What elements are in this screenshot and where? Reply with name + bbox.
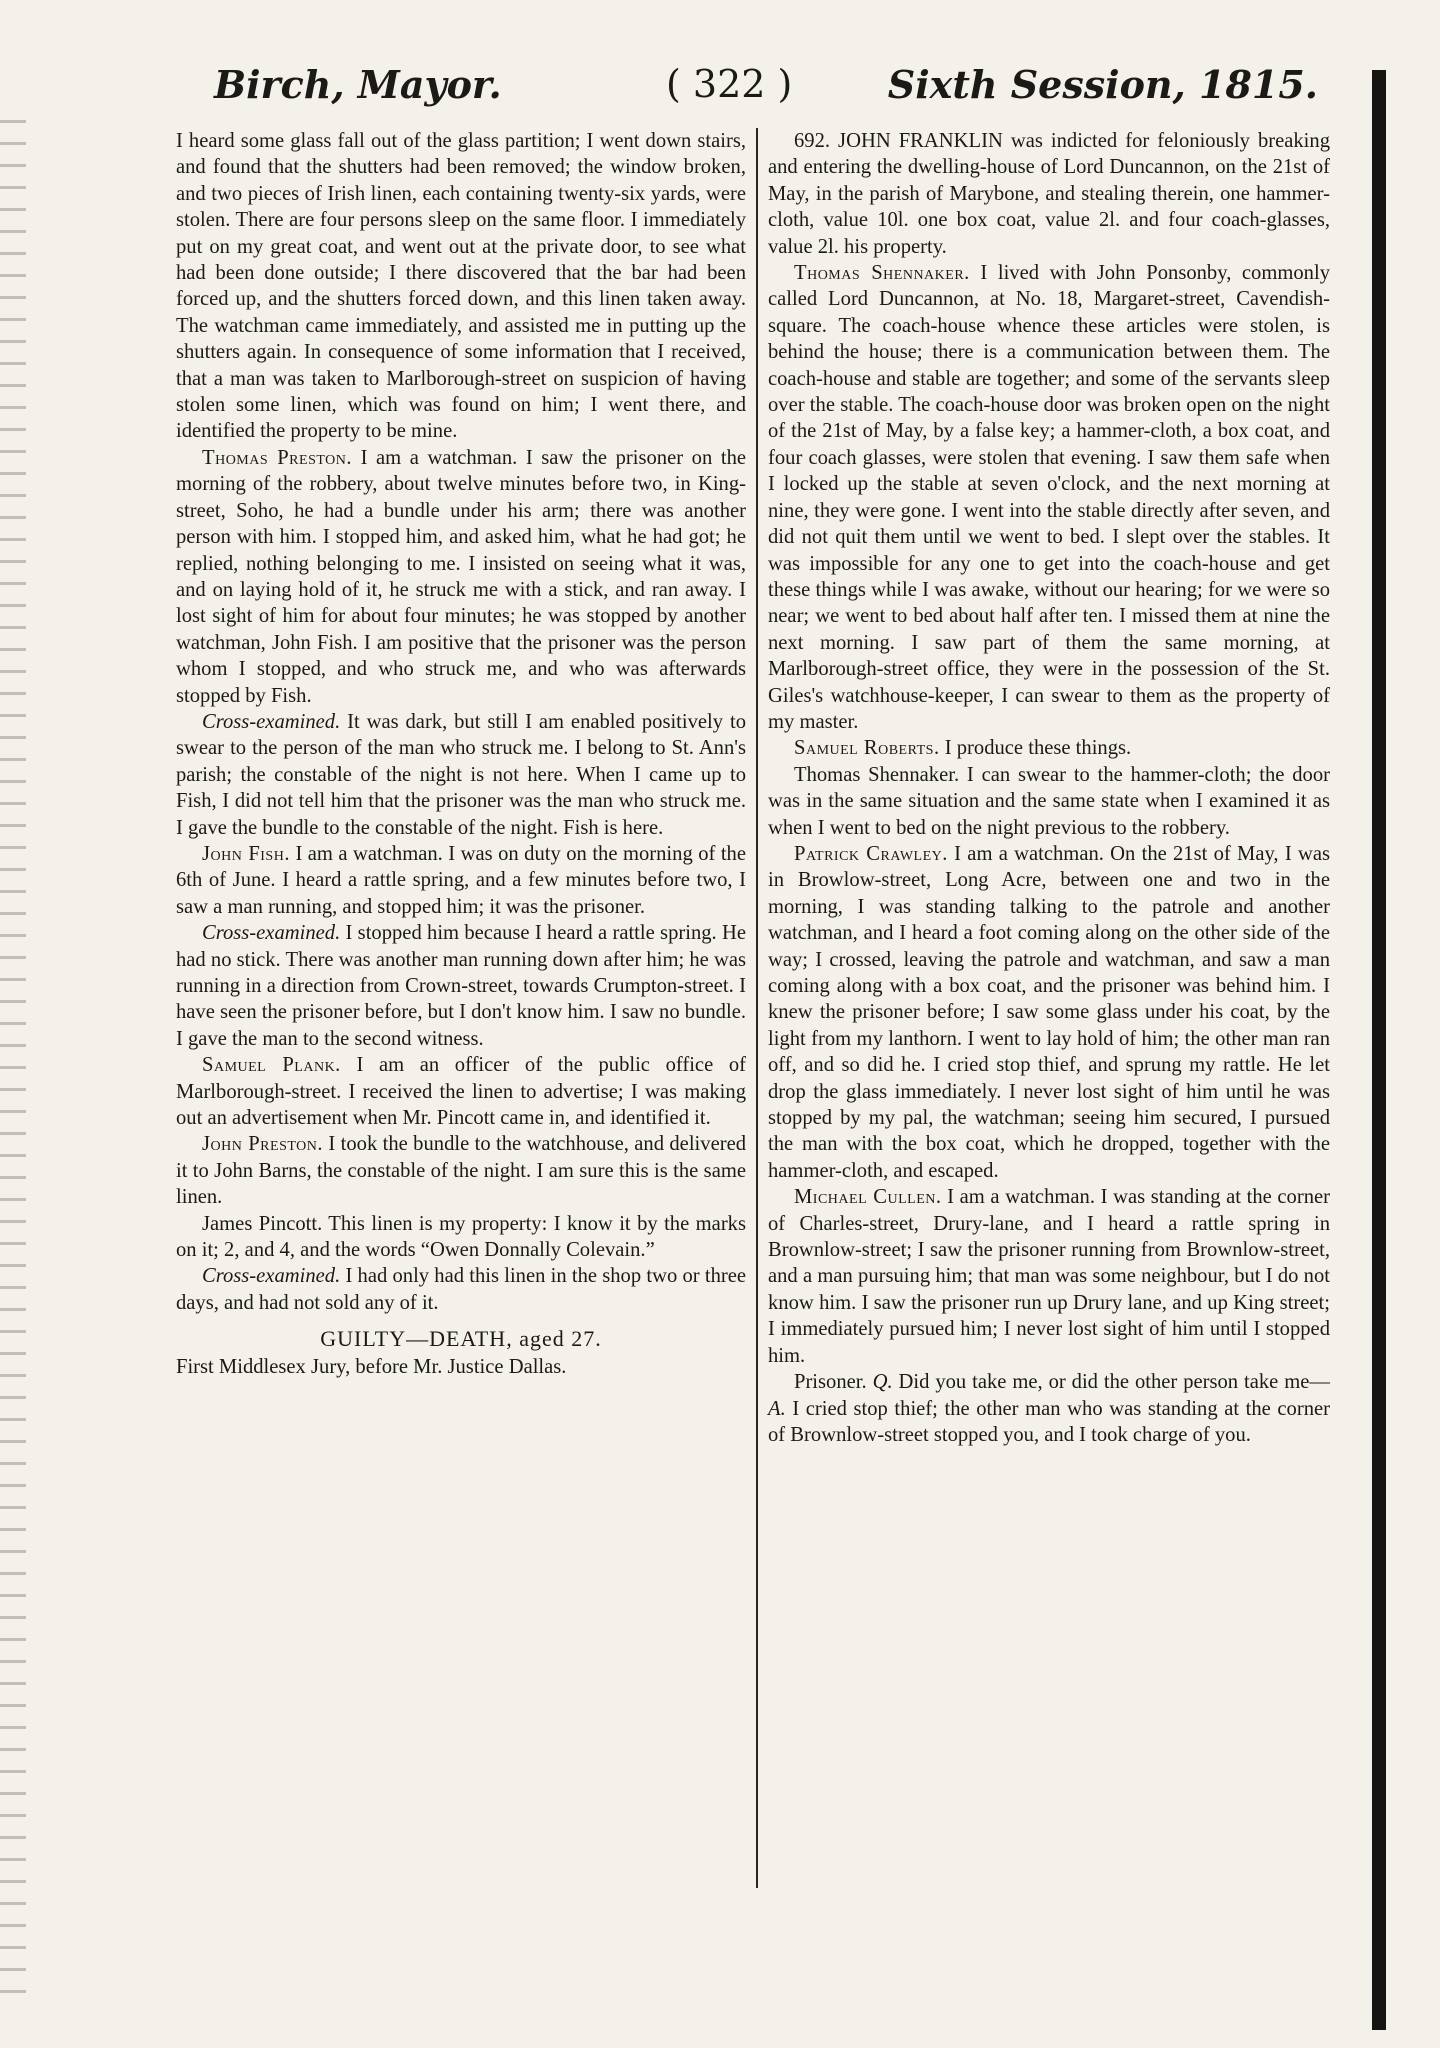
testimony-text: I am a watchman. I saw the prisoner on the morning of the robbery, about twelve minutes before two, in King-street, Soho, he had a bundle under his arm; there was another person with him. I stopped him, and asked him, what he had got; he replied, nothing belonging to me. I insisted on seeing what it was, and on laying hold of it, he struck me with a stick, and ran away. I lost sight of him for about four minutes; he was stopped by another watchman, John Fish. I am positive that the prisoner was the person whom I stopped, and who struck me, and who was afterwards stopped by Fish. (176, 446, 747, 707)
verdict (176, 1326, 746, 1353)
header-right: Sixth Session, 1815. (887, 62, 1318, 107)
paragraph (176, 1263, 746, 1316)
cross-examined-label: Cross-examined. (202, 922, 341, 945)
paragraph (768, 1369, 1330, 1448)
speaker-name: Samuel Roberts. (794, 737, 940, 760)
answer-text: I cried stop thief; the other man who was standing at the corner of Brownlow-street stopped you, and I took charge of you. (768, 1397, 1330, 1446)
question-label: Q. (872, 1371, 893, 1394)
paragraph: Thomas Shennaker. I can swear to the hammer-cloth; the door was in the same situation and the same state when I examined it as when I went to bed on the night previous to the robbery. (768, 763, 1330, 839)
verdict-text: GUILTY—DEATH, aged 27. (320, 1326, 602, 1352)
jury-line: First Middlesex Jury, before Mr. Justice Dallas. (176, 1355, 567, 1378)
testimony-text: I am a watchman. I was on duty on the morning of the 6th of June. I heard a rattle spring, and a few minutes before two, I saw a man running, and stopped him; it was the prisoner. (176, 842, 746, 918)
speaker-name: Samuel Plank. (202, 1054, 341, 1077)
indictment-paragraph: 692. JOHN FRANKLIN was indicted for feloniously breaking and entering the dwelling-house of Lord Duncannon, on the 21st of May, in the parish of Marybone, and stealing therein, one hammer-cloth, value 10l. one box coat, value 2l. and four coach-glasses, value 2l. his property. (768, 130, 1330, 258)
speaker-name: Thomas Preston. (202, 446, 353, 469)
right-column (768, 128, 1330, 1448)
testimony-text: I took the bundle to the watchhouse, and delivered it to John Barns, the constable of the night. I am sure this is the same linen. (176, 1133, 747, 1209)
paragraph (176, 920, 746, 1052)
speaker-name: John Fish. (202, 842, 290, 865)
page-header (214, 62, 1318, 122)
header-left: Birch, Mayor. (214, 62, 502, 107)
testimony-text: I lived with John Ponsonby, commonly called Lord Duncannon, at No. 18, Margaret-street, Cavendish-square. The coach-house whence these articles were stolen, is behind the house; there is a communication between them. The coach-house and stable are together; and some of the servants sleep over the stable. The coach-house door was broken open on the night of the 21st of May, by a false key; a hammer-cloth, a box coat, and four coach glasses, were stolen that evening. I saw them safe when I locked up the stable at seven o'clock, and the next morning at nine, they were gone. I went into the stable directly after seven, and did not quit them until we went to bed. I slept over the stables. It was impossible for any one to get into the coach-house and get these things while I was awake, without our hearing; for we were so near; we went to bed about half after ten. I missed them at nine the next morning. I saw part of them the same morning, at Marlborough-street office, they were in the possession of the St. Giles's watchhouse-keeper, I can swear to them as the property of my master. (768, 262, 1331, 733)
speaker-name: Patrick Crawley. (794, 842, 948, 865)
question-text: Did you take me, or did the other person take me— (892, 1371, 1330, 1394)
testimony-text: I had only had this linen in the shop two or three days, and had not sold any of it. (176, 1265, 746, 1314)
cross-examined-label: Cross-examined. (202, 710, 341, 733)
paragraph (768, 841, 1330, 1184)
binding-edge (1372, 70, 1386, 2030)
paragraph (176, 1131, 746, 1210)
speaker-name: John Preston. (202, 1133, 324, 1156)
answer-label: A. (768, 1397, 786, 1420)
left-column (176, 128, 746, 1380)
testimony-text: I am an officer of the public office of Marlborough-street. I received the linen to advertise; I was making out an advertisement when Mr. Pincott came in, and identified it. (176, 1054, 746, 1130)
paragraph: James Pincott. This linen is my property: I know it by the marks on it; 2, and 4, and the words “Owen Donnally Colevain.” (176, 1212, 746, 1262)
paragraph (768, 1184, 1330, 1369)
testimony-text: I am a watchman. I was standing at the corner of Charles-street, Drury-lane, and I heard a rattle spring in Brownlow-street; I saw the prisoner running from Brownlow-street, and a man pursuing him; that man was some neighbour, but I do not know him. I saw the prisoner run up Drury lane, and up King street; I immediately pursued him; I never lost sight of him until I stopped him. (768, 1186, 1331, 1367)
scan-edge-marks (0, 120, 26, 2000)
page-number: ( 322 ) (666, 62, 793, 106)
paragraph (176, 1052, 746, 1131)
speaker-name: Prisoner. (794, 1371, 873, 1394)
paragraph (176, 841, 746, 920)
testimony-text: It was dark, but still I am enabled positively to swear to the person of the man who struck me. I belong to St. Ann's parish; the constable of the night is not here. When I came up to Fish, I did not tell him that the prisoner was the man who struck me. I gave the bundle to the constable of the night. Fish is here. (176, 710, 746, 839)
testimony-text: I am a watchman. On the 21st of May, I was in Browlow-street, Long Acre, between one and two in the morning, I was standing talking to the patrole and another watchman, and I heard a foot coming along on the other side of the way; I crossed, leaving the patrole and watchman, and saw a man coming along with a box coat, and the prisoner was behind him. I knew the prisoner before; I saw some glass under his coat, by the light from my lanthorn. I went to lay hold of him; the other man ran off, and so did he. I cried stop thief, and sprung my rattle. He let drop the glass immediately. I never lost sight of him until he was stopped by my pal, the watchman; seeing him secured, I pursued the man with the box coat, which he dropped, together with the hammer-cloth, and escaped. (768, 842, 1330, 1182)
paragraph (176, 445, 746, 709)
cross-examined-label: Cross-examined. (202, 1265, 341, 1288)
speaker-name: Thomas Shennaker. (794, 262, 970, 285)
paragraph (768, 260, 1330, 735)
paragraph: I heard some glass fall out of the glass partition; I went down stairs, and found that the shutters had been removed; the window broken, and two pieces of Irish linen, each containing twenty-six yards, were stolen. There are four persons sleep on the same floor. I immediately put on my great coat, and went out at the private door, to see what had been done outside; I there discovered that the bar had been forced up, and the shutters forced down, and this linen taken away. The watchman came immediately, and assisted me in putting up the shutters again. In consequence of some information that I received, that a man was taken to Marlborough-street on suspicion of having stolen some linen, which was found on him; I went there, and identified the property to be mine. (176, 130, 746, 443)
column-divider (756, 128, 758, 1888)
paragraph (768, 735, 1330, 761)
testimony-text: I stopped him because I heard a rattle spring. He had no stick. There was another man running down after him; he was running in a direction from Crown-street, towards Crumpton-street. I have seen the prisoner before, but I don't know him. I saw no bundle. I gave the man to the second witness. (176, 922, 746, 1050)
testimony-text: I produce these things. (939, 737, 1132, 760)
speaker-name: Michael Cullen. (794, 1186, 942, 1209)
paragraph (176, 709, 746, 841)
